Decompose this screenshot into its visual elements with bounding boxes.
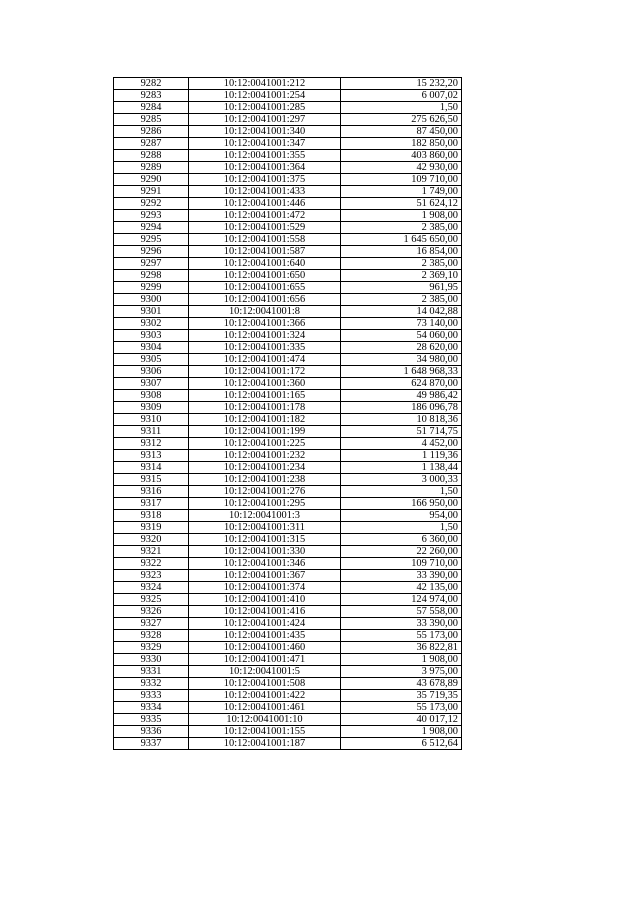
cadastral-number-cell: 10:12:0041001:529 [189, 222, 341, 234]
cadastral-number-cell: 10:12:0041001:460 [189, 642, 341, 654]
table-row [114, 462, 462, 474]
cadastral-number-cell: 10:12:0041001:5 [189, 666, 341, 678]
table-row [114, 294, 462, 306]
table-row [114, 474, 462, 486]
cadastral-number-cell: 10:12:0041001:234 [189, 462, 341, 474]
row-number-cell: 9297 [114, 258, 189, 270]
row-number-cell: 9307 [114, 378, 189, 390]
cadastral-number-cell: 10:12:0041001:656 [189, 294, 341, 306]
value-cell: 49 986,42 [341, 390, 462, 402]
cadastral-number-cell: 10:12:0041001:433 [189, 186, 341, 198]
row-number-cell: 9316 [114, 486, 189, 498]
row-number-cell: 9321 [114, 546, 189, 558]
row-number-cell: 9336 [114, 726, 189, 738]
table-row [114, 690, 462, 702]
cadastral-value-table [113, 77, 462, 750]
value-cell: 87 450,00 [341, 126, 462, 138]
value-cell: 1 908,00 [341, 210, 462, 222]
cadastral-number-cell: 10:12:0041001:285 [189, 102, 341, 114]
value-cell: 1 749,00 [341, 186, 462, 198]
value-cell: 10 818,36 [341, 414, 462, 426]
table-row [114, 630, 462, 642]
table-row [114, 282, 462, 294]
row-number-cell: 9314 [114, 462, 189, 474]
table-row [114, 738, 462, 750]
cadastral-number-cell: 10:12:0041001:461 [189, 702, 341, 714]
value-cell: 57 558,00 [341, 606, 462, 618]
value-cell: 624 870,00 [341, 378, 462, 390]
table-row [114, 210, 462, 222]
table-row [114, 666, 462, 678]
row-number-cell: 9305 [114, 354, 189, 366]
value-cell: 42 135,00 [341, 582, 462, 594]
table-row [114, 366, 462, 378]
row-number-cell: 9293 [114, 210, 189, 222]
cadastral-number-cell: 10:12:0041001:187 [189, 738, 341, 750]
row-number-cell: 9328 [114, 630, 189, 642]
row-number-cell: 9309 [114, 402, 189, 414]
cadastral-number-cell: 10:12:0041001:410 [189, 594, 341, 606]
value-cell: 2 385,00 [341, 294, 462, 306]
row-number-cell: 9289 [114, 162, 189, 174]
cadastral-number-cell: 10:12:0041001:10 [189, 714, 341, 726]
cadastral-number-cell: 10:12:0041001:650 [189, 270, 341, 282]
table-row [114, 162, 462, 174]
table-row [114, 594, 462, 606]
cadastral-number-cell: 10:12:0041001:558 [189, 234, 341, 246]
cadastral-number-cell: 10:12:0041001:311 [189, 522, 341, 534]
row-number-cell: 9300 [114, 294, 189, 306]
cadastral-number-cell: 10:12:0041001:225 [189, 438, 341, 450]
row-number-cell: 9290 [114, 174, 189, 186]
cadastral-number-cell: 10:12:0041001:508 [189, 678, 341, 690]
row-number-cell: 9311 [114, 426, 189, 438]
table-row [114, 438, 462, 450]
cadastral-number-cell: 10:12:0041001:238 [189, 474, 341, 486]
row-number-cell: 9333 [114, 690, 189, 702]
value-cell: 1,50 [341, 486, 462, 498]
row-number-cell: 9308 [114, 390, 189, 402]
value-cell: 166 950,00 [341, 498, 462, 510]
table-row [114, 174, 462, 186]
value-cell: 124 974,00 [341, 594, 462, 606]
cadastral-number-cell: 10:12:0041001:212 [189, 78, 341, 90]
table-row [114, 546, 462, 558]
row-number-cell: 9285 [114, 114, 189, 126]
table-row [114, 114, 462, 126]
table-row [114, 330, 462, 342]
value-cell: 182 850,00 [341, 138, 462, 150]
cadastral-number-cell: 10:12:0041001:355 [189, 150, 341, 162]
value-cell: 55 173,00 [341, 630, 462, 642]
value-cell: 1 138,44 [341, 462, 462, 474]
row-number-cell: 9286 [114, 126, 189, 138]
cadastral-number-cell: 10:12:0041001:446 [189, 198, 341, 210]
value-cell: 35 719,35 [341, 690, 462, 702]
cadastral-number-cell: 10:12:0041001:346 [189, 558, 341, 570]
value-cell: 109 710,00 [341, 174, 462, 186]
table-row [114, 234, 462, 246]
row-number-cell: 9284 [114, 102, 189, 114]
table-row [114, 558, 462, 570]
table-row [114, 354, 462, 366]
row-number-cell: 9330 [114, 654, 189, 666]
cadastral-number-cell: 10:12:0041001:199 [189, 426, 341, 438]
table-row [114, 522, 462, 534]
value-cell: 6 360,00 [341, 534, 462, 546]
table-row [114, 534, 462, 546]
value-cell: 186 096,78 [341, 402, 462, 414]
row-number-cell: 9318 [114, 510, 189, 522]
value-cell: 954,00 [341, 510, 462, 522]
cadastral-number-cell: 10:12:0041001:424 [189, 618, 341, 630]
row-number-cell: 9317 [114, 498, 189, 510]
table-row [114, 678, 462, 690]
cadastral-number-cell: 10:12:0041001:295 [189, 498, 341, 510]
cadastral-number-cell: 10:12:0041001:374 [189, 582, 341, 594]
row-number-cell: 9304 [114, 342, 189, 354]
value-cell: 2 385,00 [341, 258, 462, 270]
table-row [114, 102, 462, 114]
row-number-cell: 9283 [114, 90, 189, 102]
table-row [114, 426, 462, 438]
table-row [114, 486, 462, 498]
value-cell: 43 678,89 [341, 678, 462, 690]
table-row [114, 306, 462, 318]
cadastral-number-cell: 10:12:0041001:182 [189, 414, 341, 426]
table-row [114, 414, 462, 426]
table-row [114, 222, 462, 234]
row-number-cell: 9326 [114, 606, 189, 618]
table-body [114, 78, 462, 750]
value-cell: 15 232,20 [341, 78, 462, 90]
row-number-cell: 9310 [114, 414, 189, 426]
row-number-cell: 9312 [114, 438, 189, 450]
row-number-cell: 9331 [114, 666, 189, 678]
cadastral-number-cell: 10:12:0041001:472 [189, 210, 341, 222]
table-row [114, 342, 462, 354]
row-number-cell: 9332 [114, 678, 189, 690]
document-page [113, 77, 462, 750]
cadastral-number-cell: 10:12:0041001:330 [189, 546, 341, 558]
cadastral-number-cell: 10:12:0041001:297 [189, 114, 341, 126]
row-number-cell: 9303 [114, 330, 189, 342]
row-number-cell: 9306 [114, 366, 189, 378]
cadastral-number-cell: 10:12:0041001:324 [189, 330, 341, 342]
value-cell: 2 385,00 [341, 222, 462, 234]
table-row [114, 726, 462, 738]
value-cell: 403 860,00 [341, 150, 462, 162]
value-cell: 1 908,00 [341, 654, 462, 666]
value-cell: 34 980,00 [341, 354, 462, 366]
cadastral-number-cell: 10:12:0041001:655 [189, 282, 341, 294]
row-number-cell: 9334 [114, 702, 189, 714]
table-row [114, 258, 462, 270]
value-cell: 1 119,36 [341, 450, 462, 462]
value-cell: 1 645 650,00 [341, 234, 462, 246]
cadastral-number-cell: 10:12:0041001:360 [189, 378, 341, 390]
table-row [114, 702, 462, 714]
cadastral-number-cell: 10:12:0041001:178 [189, 402, 341, 414]
cadastral-number-cell: 10:12:0041001:335 [189, 342, 341, 354]
table-row [114, 390, 462, 402]
table-row [114, 378, 462, 390]
cadastral-number-cell: 10:12:0041001:155 [189, 726, 341, 738]
value-cell: 14 042,88 [341, 306, 462, 318]
row-number-cell: 9298 [114, 270, 189, 282]
value-cell: 275 626,50 [341, 114, 462, 126]
cadastral-number-cell: 10:12:0041001:435 [189, 630, 341, 642]
row-number-cell: 9302 [114, 318, 189, 330]
table-row [114, 402, 462, 414]
row-number-cell: 9292 [114, 198, 189, 210]
table-row [114, 78, 462, 90]
value-cell: 55 173,00 [341, 702, 462, 714]
cadastral-number-cell: 10:12:0041001:232 [189, 450, 341, 462]
value-cell: 6 007,02 [341, 90, 462, 102]
table-row [114, 270, 462, 282]
value-cell: 16 854,00 [341, 246, 462, 258]
row-number-cell: 9294 [114, 222, 189, 234]
table-row [114, 450, 462, 462]
value-cell: 36 822,81 [341, 642, 462, 654]
row-number-cell: 9320 [114, 534, 189, 546]
cadastral-number-cell: 10:12:0041001:471 [189, 654, 341, 666]
value-cell: 51 714,75 [341, 426, 462, 438]
cadastral-number-cell: 10:12:0041001:366 [189, 318, 341, 330]
table-row [114, 654, 462, 666]
row-number-cell: 9301 [114, 306, 189, 318]
cadastral-number-cell: 10:12:0041001:375 [189, 174, 341, 186]
value-cell: 33 390,00 [341, 570, 462, 582]
table-row [114, 618, 462, 630]
row-number-cell: 9319 [114, 522, 189, 534]
table-row [114, 126, 462, 138]
row-number-cell: 9323 [114, 570, 189, 582]
row-number-cell: 9299 [114, 282, 189, 294]
row-number-cell: 9296 [114, 246, 189, 258]
table-row [114, 90, 462, 102]
value-cell: 1 908,00 [341, 726, 462, 738]
row-number-cell: 9325 [114, 594, 189, 606]
cadastral-number-cell: 10:12:0041001:416 [189, 606, 341, 618]
value-cell: 40 017,12 [341, 714, 462, 726]
row-number-cell: 9288 [114, 150, 189, 162]
table-row [114, 582, 462, 594]
cadastral-number-cell: 10:12:0041001:172 [189, 366, 341, 378]
table-row [114, 642, 462, 654]
table-row [114, 570, 462, 582]
value-cell: 54 060,00 [341, 330, 462, 342]
table-row [114, 198, 462, 210]
cadastral-number-cell: 10:12:0041001:3 [189, 510, 341, 522]
value-cell: 1,50 [341, 522, 462, 534]
row-number-cell: 9327 [114, 618, 189, 630]
row-number-cell: 9291 [114, 186, 189, 198]
row-number-cell: 9337 [114, 738, 189, 750]
table-row [114, 246, 462, 258]
value-cell: 6 512,64 [341, 738, 462, 750]
cadastral-number-cell: 10:12:0041001:367 [189, 570, 341, 582]
cadastral-number-cell: 10:12:0041001:165 [189, 390, 341, 402]
row-number-cell: 9315 [114, 474, 189, 486]
value-cell: 961,95 [341, 282, 462, 294]
table-row [114, 510, 462, 522]
value-cell: 4 452,00 [341, 438, 462, 450]
table-row [114, 150, 462, 162]
value-cell: 3 000,33 [341, 474, 462, 486]
row-number-cell: 9324 [114, 582, 189, 594]
row-number-cell: 9287 [114, 138, 189, 150]
value-cell: 2 369,10 [341, 270, 462, 282]
value-cell: 73 140,00 [341, 318, 462, 330]
table-row [114, 186, 462, 198]
value-cell: 28 620,00 [341, 342, 462, 354]
table-row [114, 606, 462, 618]
cadastral-number-cell: 10:12:0041001:587 [189, 246, 341, 258]
cadastral-number-cell: 10:12:0041001:8 [189, 306, 341, 318]
cadastral-number-cell: 10:12:0041001:364 [189, 162, 341, 174]
table-row [114, 138, 462, 150]
cadastral-number-cell: 10:12:0041001:254 [189, 90, 341, 102]
cadastral-number-cell: 10:12:0041001:315 [189, 534, 341, 546]
value-cell: 3 975,00 [341, 666, 462, 678]
cadastral-number-cell: 10:12:0041001:340 [189, 126, 341, 138]
value-cell: 33 390,00 [341, 618, 462, 630]
cadastral-number-cell: 10:12:0041001:474 [189, 354, 341, 366]
row-number-cell: 9335 [114, 714, 189, 726]
value-cell: 1 648 968,33 [341, 366, 462, 378]
value-cell: 42 930,00 [341, 162, 462, 174]
value-cell: 51 624,12 [341, 198, 462, 210]
row-number-cell: 9322 [114, 558, 189, 570]
row-number-cell: 9313 [114, 450, 189, 462]
value-cell: 22 260,00 [341, 546, 462, 558]
cadastral-number-cell: 10:12:0041001:422 [189, 690, 341, 702]
cadastral-number-cell: 10:12:0041001:347 [189, 138, 341, 150]
row-number-cell: 9329 [114, 642, 189, 654]
table-row [114, 498, 462, 510]
row-number-cell: 9282 [114, 78, 189, 90]
table-row [114, 318, 462, 330]
cadastral-number-cell: 10:12:0041001:276 [189, 486, 341, 498]
row-number-cell: 9295 [114, 234, 189, 246]
value-cell: 109 710,00 [341, 558, 462, 570]
cadastral-number-cell: 10:12:0041001:640 [189, 258, 341, 270]
table-row [114, 714, 462, 726]
value-cell: 1,50 [341, 102, 462, 114]
